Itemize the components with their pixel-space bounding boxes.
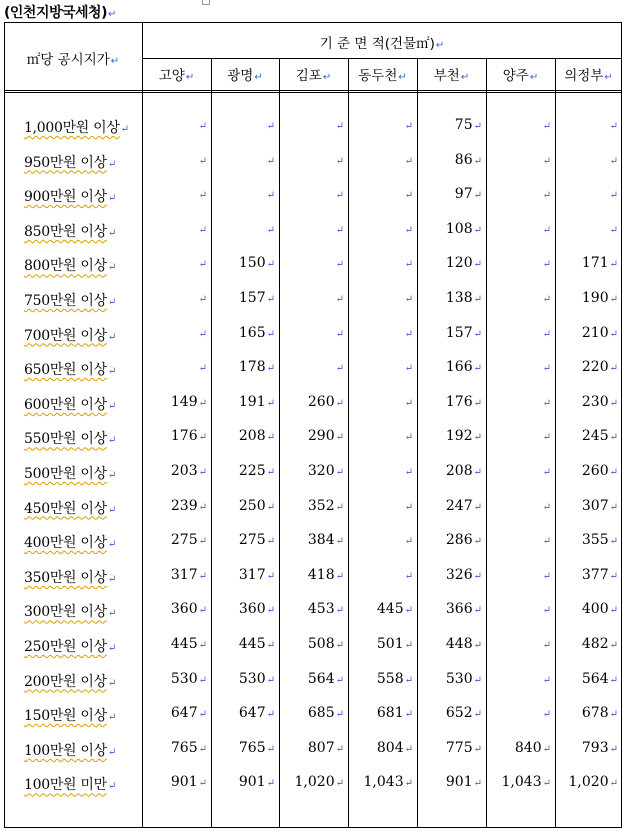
column-header-4: 동두천↵ — [358, 68, 407, 84]
area-value-cell: 149↵ — [170, 393, 207, 410]
column-header-2: 광명↵ — [227, 68, 263, 84]
row-price-label: 350만원 이상↵ — [24, 569, 116, 586]
area-value-cell: 366↵ — [445, 601, 482, 618]
area-value-cell: 1,043↵ — [501, 774, 551, 791]
area-value-cell: ↵ — [335, 155, 344, 167]
area-value-cell: 647↵ — [170, 705, 207, 722]
group-header: 기 준 면 적(건물㎡)↵ — [319, 36, 445, 52]
area-value-cell: 564↵ — [581, 670, 618, 687]
area-value-cell: 445↵ — [238, 636, 275, 652]
text-cursor-marker — [202, 0, 210, 5]
area-value-cell: ↵ — [609, 224, 618, 236]
area-value-cell: ↵ — [542, 432, 551, 444]
area-value-cell: 765↵ — [170, 739, 207, 756]
area-value-cell: 260↵ — [307, 393, 344, 410]
area-value-cell: 138↵ — [445, 290, 482, 306]
row-price-label: 950만원 이상↵ — [24, 154, 116, 171]
row-price-label: 650만원 이상↵ — [24, 362, 116, 379]
area-value-cell: 166↵ — [445, 359, 482, 376]
row-price-label: 1,000만원 이상↵ — [24, 120, 129, 136]
table-horizontal-rule — [4, 90, 622, 93]
area-value-cell: 275↵ — [170, 532, 207, 549]
area-value-cell: ↵ — [404, 501, 413, 513]
area-value-cell: 901↵ — [238, 774, 275, 791]
area-value-cell: 326↵ — [445, 566, 482, 583]
area-value-cell: ↵ — [404, 536, 413, 548]
area-value-cell: 840↵ — [514, 739, 551, 756]
area-value-cell: 482↵ — [581, 636, 618, 652]
area-value-cell: 225↵ — [238, 463, 275, 479]
area-value-cell: 97↵ — [454, 186, 482, 203]
area-value-cell: 208↵ — [445, 463, 482, 479]
area-value-cell: ↵ — [198, 121, 207, 132]
area-value-cell: ↵ — [609, 190, 618, 202]
area-value-cell: ↵ — [542, 363, 551, 375]
area-value-cell: ↵ — [404, 224, 413, 236]
area-value-cell: ↵ — [404, 190, 413, 202]
area-value-cell: ↵ — [404, 397, 413, 409]
area-value-cell: 355↵ — [581, 532, 618, 549]
area-value-cell: 192↵ — [445, 428, 482, 445]
table-row — [0, 740, 626, 770]
row-price-label: 850만원 이상↵ — [24, 223, 116, 240]
area-value-cell: ↵ — [404, 467, 413, 478]
area-value-cell: 178↵ — [238, 359, 275, 376]
row-price-label: 100만원 이상↵ — [24, 742, 116, 759]
area-value-cell: ↵ — [266, 190, 275, 202]
area-value-cell: 320↵ — [307, 463, 344, 479]
area-value-cell: ↵ — [609, 121, 618, 132]
area-value-cell: 448↵ — [445, 636, 482, 652]
table-row — [0, 186, 626, 216]
row-price-label: 900만원 이상↵ — [24, 189, 116, 206]
column-header-6: 양주↵ — [502, 68, 539, 84]
area-value-cell: 171↵ — [581, 255, 618, 272]
area-value-cell: 901↵ — [170, 774, 207, 791]
paragraph-mark-icon: ↵ — [107, 9, 116, 20]
area-value-cell: ↵ — [266, 121, 275, 132]
area-value-cell: ↵ — [542, 709, 551, 721]
table-row — [0, 463, 626, 493]
document-title: (인천지방국세청)↵ — [4, 5, 116, 21]
table-row — [0, 601, 626, 631]
area-value-cell: ↵ — [542, 190, 551, 202]
table-row — [0, 532, 626, 562]
area-value-cell: 190↵ — [581, 290, 618, 306]
area-value-cell: 317↵ — [170, 566, 207, 583]
area-value-cell: ↵ — [198, 294, 207, 305]
area-value-cell: ↵ — [335, 259, 344, 271]
area-value-cell: ↵ — [609, 155, 618, 167]
table-row — [0, 290, 626, 320]
area-value-cell: ↵ — [542, 294, 551, 305]
area-value-cell: 564↵ — [307, 670, 344, 687]
table-row — [0, 671, 626, 701]
row-price-label: 700만원 이상↵ — [24, 327, 116, 344]
area-value-cell: 250↵ — [238, 497, 275, 514]
row-price-label: 250만원 이상↵ — [24, 639, 116, 655]
area-value-cell: ↵ — [335, 224, 344, 236]
area-value-cell: ↵ — [335, 294, 344, 305]
area-value-cell: ↵ — [404, 155, 413, 167]
area-value-cell: ↵ — [198, 363, 207, 375]
area-value-cell: 176↵ — [170, 428, 207, 445]
area-value-cell: 508↵ — [307, 636, 344, 652]
area-value-cell: ↵ — [542, 259, 551, 271]
area-value-cell: 793↵ — [581, 739, 618, 756]
area-value-cell: ↵ — [335, 328, 344, 340]
area-value-cell: 807↵ — [307, 739, 344, 756]
table-row — [0, 567, 626, 597]
area-value-cell: ↵ — [542, 570, 551, 582]
column-header-7: 의정부↵ — [564, 68, 613, 84]
area-value-cell: ↵ — [542, 397, 551, 409]
area-value-cell: 1,020↵ — [294, 774, 344, 791]
area-value-cell: 220↵ — [581, 359, 618, 376]
area-value-cell: 245↵ — [581, 428, 618, 445]
area-value-cell: 501↵ — [376, 636, 413, 652]
column-header-1: 고양↵ — [158, 68, 195, 84]
area-value-cell: ↵ — [198, 224, 207, 236]
area-value-cell: ↵ — [542, 501, 551, 513]
table-row — [0, 152, 626, 182]
area-value-cell: 678↵ — [581, 705, 618, 722]
area-value-cell: 230↵ — [581, 393, 618, 410]
area-value-cell: 360↵ — [238, 601, 275, 618]
table-row — [0, 705, 626, 735]
row-price-label: 800만원 이상↵ — [24, 258, 116, 275]
area-value-cell: ↵ — [404, 432, 413, 444]
table-horizontal-rule — [142, 58, 622, 59]
area-value-cell: ↵ — [404, 363, 413, 375]
row-price-label: 300만원 이상↵ — [24, 604, 116, 621]
area-value-cell: ↵ — [404, 294, 413, 305]
row-header: ㎡당 공시지가↵ — [26, 52, 120, 68]
area-value-cell: 157↵ — [445, 324, 482, 341]
table-row — [0, 117, 626, 147]
area-value-cell: 157↵ — [238, 290, 275, 306]
area-value-cell: 307↵ — [581, 497, 618, 514]
row-price-label: 100만원 미만↵ — [24, 777, 116, 794]
area-value-cell: 208↵ — [238, 428, 275, 445]
area-value-cell: 400↵ — [581, 601, 618, 618]
area-value-cell: ↵ — [542, 155, 551, 167]
area-value-cell: ↵ — [335, 190, 344, 202]
area-value-cell: 150↵ — [238, 255, 275, 272]
area-value-cell: 901↵ — [445, 774, 482, 791]
table-row — [0, 359, 626, 389]
area-value-cell: ↵ — [542, 605, 551, 617]
area-value-cell: ↵ — [542, 674, 551, 686]
area-value-cell: ↵ — [266, 155, 275, 167]
area-value-cell: ↵ — [542, 224, 551, 236]
area-value-cell: ↵ — [542, 328, 551, 340]
area-value-cell: 765↵ — [238, 739, 275, 756]
area-value-cell: 1,020↵ — [568, 774, 618, 791]
area-value-cell: 1,043↵ — [363, 774, 413, 791]
area-value-cell: ↵ — [542, 640, 551, 651]
row-price-label: 450만원 이상↵ — [24, 500, 116, 517]
area-value-cell: 558↵ — [376, 670, 413, 687]
table-row — [0, 498, 626, 528]
area-value-cell: ↵ — [198, 155, 207, 167]
area-value-cell: 203↵ — [170, 463, 207, 479]
area-value-cell: 418↵ — [307, 566, 344, 583]
row-price-label: 750만원 이상↵ — [24, 293, 116, 309]
area-value-cell: 685↵ — [307, 705, 344, 722]
area-value-cell: 239↵ — [170, 497, 207, 514]
row-price-label: 150만원 이상↵ — [24, 708, 116, 725]
area-value-cell: 530↵ — [170, 670, 207, 687]
area-value-cell: 352↵ — [307, 497, 344, 514]
area-value-cell: 191↵ — [238, 393, 275, 410]
area-value-cell: ↵ — [404, 121, 413, 132]
area-value-cell: 317↵ — [238, 566, 275, 583]
area-value-cell: 120↵ — [445, 255, 482, 272]
area-value-cell: ↵ — [198, 259, 207, 271]
area-value-cell: 247↵ — [445, 497, 482, 514]
table-row — [0, 255, 626, 285]
area-value-cell: 530↵ — [238, 670, 275, 687]
area-value-cell: ↵ — [404, 570, 413, 582]
area-value-cell: ↵ — [542, 536, 551, 548]
area-value-cell: 647↵ — [238, 705, 275, 722]
area-value-cell: 360↵ — [170, 601, 207, 618]
row-price-label: 400만원 이상↵ — [24, 535, 116, 552]
area-value-cell: 108↵ — [445, 220, 482, 237]
area-value-cell: ↵ — [335, 363, 344, 375]
area-value-cell: 804↵ — [376, 739, 413, 756]
area-value-cell: ↵ — [335, 121, 344, 132]
area-value-cell: 86↵ — [454, 151, 482, 168]
table-row — [0, 774, 626, 804]
table-row — [0, 325, 626, 355]
area-value-cell: 445↵ — [170, 636, 207, 652]
area-value-cell: 530↵ — [445, 670, 482, 687]
area-value-cell: 275↵ — [238, 532, 275, 549]
area-value-cell: 75↵ — [454, 117, 482, 133]
area-value-cell: 652↵ — [445, 705, 482, 722]
column-header-5: 부천↵ — [433, 68, 470, 84]
area-value-cell: 775↵ — [445, 739, 482, 756]
area-value-cell: 286↵ — [445, 532, 482, 549]
column-header-3: 김포↵ — [295, 68, 332, 84]
table-row — [0, 221, 626, 251]
area-value-cell: ↵ — [542, 121, 551, 132]
area-value-cell: 681↵ — [376, 705, 413, 722]
area-value-cell: 384↵ — [307, 532, 344, 549]
area-value-cell: 176↵ — [445, 393, 482, 410]
area-value-cell: 210↵ — [581, 324, 618, 341]
area-value-cell: ↵ — [198, 328, 207, 340]
area-value-cell: ↵ — [404, 259, 413, 271]
area-value-cell: 260↵ — [581, 463, 618, 479]
table-row — [0, 636, 626, 666]
area-value-cell: ↵ — [198, 190, 207, 202]
table-row — [0, 428, 626, 458]
row-price-label: 500만원 이상↵ — [24, 466, 116, 482]
row-price-label: 600만원 이상↵ — [24, 396, 116, 413]
area-value-cell: 377↵ — [581, 566, 618, 583]
area-value-cell: 290↵ — [307, 428, 344, 445]
row-price-label: 200만원 이상↵ — [24, 673, 116, 690]
area-value-cell: ↵ — [404, 328, 413, 340]
row-price-label: 550만원 이상↵ — [24, 431, 116, 448]
area-value-cell: 445↵ — [376, 601, 413, 618]
area-value-cell: 453↵ — [307, 601, 344, 618]
area-value-cell: ↵ — [266, 224, 275, 236]
table-row — [0, 394, 626, 424]
area-value-cell: 165↵ — [238, 324, 275, 341]
area-value-cell: ↵ — [542, 467, 551, 478]
